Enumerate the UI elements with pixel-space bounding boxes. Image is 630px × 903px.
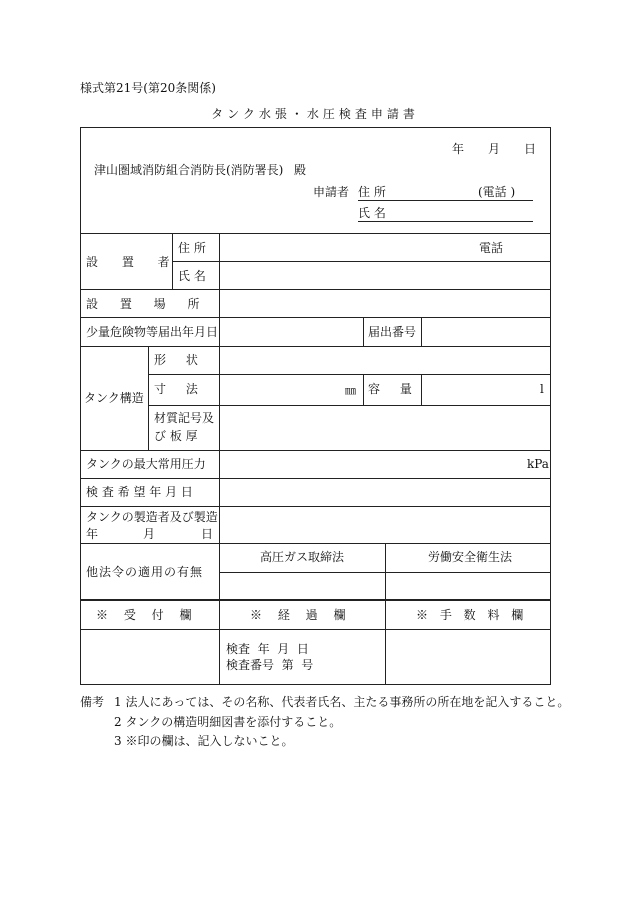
- divider-manufacturer: [80, 543, 551, 544]
- form-number: 様式第21号(第20条関係): [80, 81, 216, 95]
- tank-structure-label: タンク構造: [84, 391, 144, 405]
- tank-material-label-2: び 板 厚: [154, 429, 198, 443]
- divider-header: [80, 233, 551, 234]
- divider-office-use: [80, 599, 551, 601]
- note-3: 3 ※印の欄は、記入しないこと。: [114, 734, 294, 748]
- applicant-address-field: [358, 186, 533, 201]
- vline-tank: [148, 346, 149, 450]
- date-year: 年: [452, 142, 465, 156]
- date-month: 月: [488, 142, 501, 156]
- other-laws-label: 他法令の適用の有無: [86, 565, 204, 579]
- reception-header: ※ 受 付 欄: [96, 608, 198, 622]
- inspection-number-line: 検査番号 第 号: [226, 658, 314, 672]
- divider-location: [80, 289, 551, 290]
- divider-notification: [80, 317, 551, 318]
- pressure-unit: kPa: [527, 457, 549, 471]
- high-pressure-gas-act: 高圧ガス取締法: [260, 550, 345, 564]
- manufacturer-day: 日: [201, 527, 214, 541]
- manufacturer-month: 月: [143, 527, 156, 541]
- applicant-address-label: 住 所: [358, 185, 386, 199]
- max-pressure-label: タンクの最大常用圧力: [86, 457, 206, 471]
- inspection-date-label: 検 査 希 望 年 月 日: [86, 485, 193, 499]
- installer-label: 設 置 者: [86, 255, 180, 269]
- tank-material-label-1: 材質記号及: [154, 411, 215, 425]
- note-2: 2 タンクの構造明細図書を添付すること。: [114, 715, 342, 729]
- divider-pressure: [80, 478, 551, 479]
- divider-tank-bottom: [80, 450, 551, 451]
- installer-name-label: 氏 名: [178, 269, 206, 283]
- note-1: 1 法人にあっては、その名称、代表者氏名、主たる事務所の所在地を記入すること。: [114, 695, 570, 709]
- divider-office-header: [80, 629, 551, 630]
- tank-capacity-label: 容 量: [368, 382, 420, 396]
- vline-notification-b: [421, 317, 422, 346]
- date-day: 日: [524, 142, 537, 156]
- tank-shape-label: 形 状: [154, 353, 206, 367]
- notification-date-label: 少量危険物等届出年月日: [86, 325, 219, 339]
- vline-main: [219, 233, 220, 685]
- honorific: 殿: [294, 163, 307, 177]
- tank-dimension-label: 寸 法: [154, 382, 206, 396]
- divider-tank-dimension: [148, 405, 551, 406]
- divider-inspection-date: [80, 506, 551, 507]
- document-title: タンク水張・水圧検査申請書: [211, 107, 419, 121]
- divider-tank-shape: [148, 374, 551, 375]
- applicant-name-field: 氏 名: [358, 207, 533, 222]
- vline-notification-a: [363, 317, 364, 346]
- installer-phone-label: 電話: [479, 241, 504, 255]
- manufacturer-label: タンクの製造者及び製造: [86, 510, 218, 524]
- addressee: 津山圏域消防組合消防長(消防署長): [94, 163, 284, 177]
- divider-tank-top: [80, 346, 551, 347]
- fee-header: ※ 手 数 料 欄: [416, 608, 528, 622]
- installer-address-label: 住 所: [178, 241, 206, 255]
- capacity-unit: l: [540, 382, 544, 396]
- vline-laws-office: [385, 543, 386, 685]
- applicant-label: 申請者: [313, 185, 350, 199]
- notification-number-label: 届出番号: [368, 325, 417, 339]
- divider-installer: [172, 261, 551, 262]
- industrial-safety-act: 労働安全衛生法: [428, 550, 513, 564]
- progress-header: ※ 経 過 欄: [250, 608, 352, 622]
- vline-capacity-a: [363, 374, 364, 405]
- dimension-unit: ㎜: [345, 384, 356, 397]
- notes-label: 備考: [80, 695, 105, 709]
- applicant-phone-label: (電話 ): [478, 185, 516, 199]
- inspection-date-line: 検査 年 月 日: [226, 642, 309, 656]
- location-label: 設 置 場 所: [86, 297, 209, 311]
- manufacturer-year: 年: [86, 527, 99, 541]
- vline-capacity-b: [421, 374, 422, 405]
